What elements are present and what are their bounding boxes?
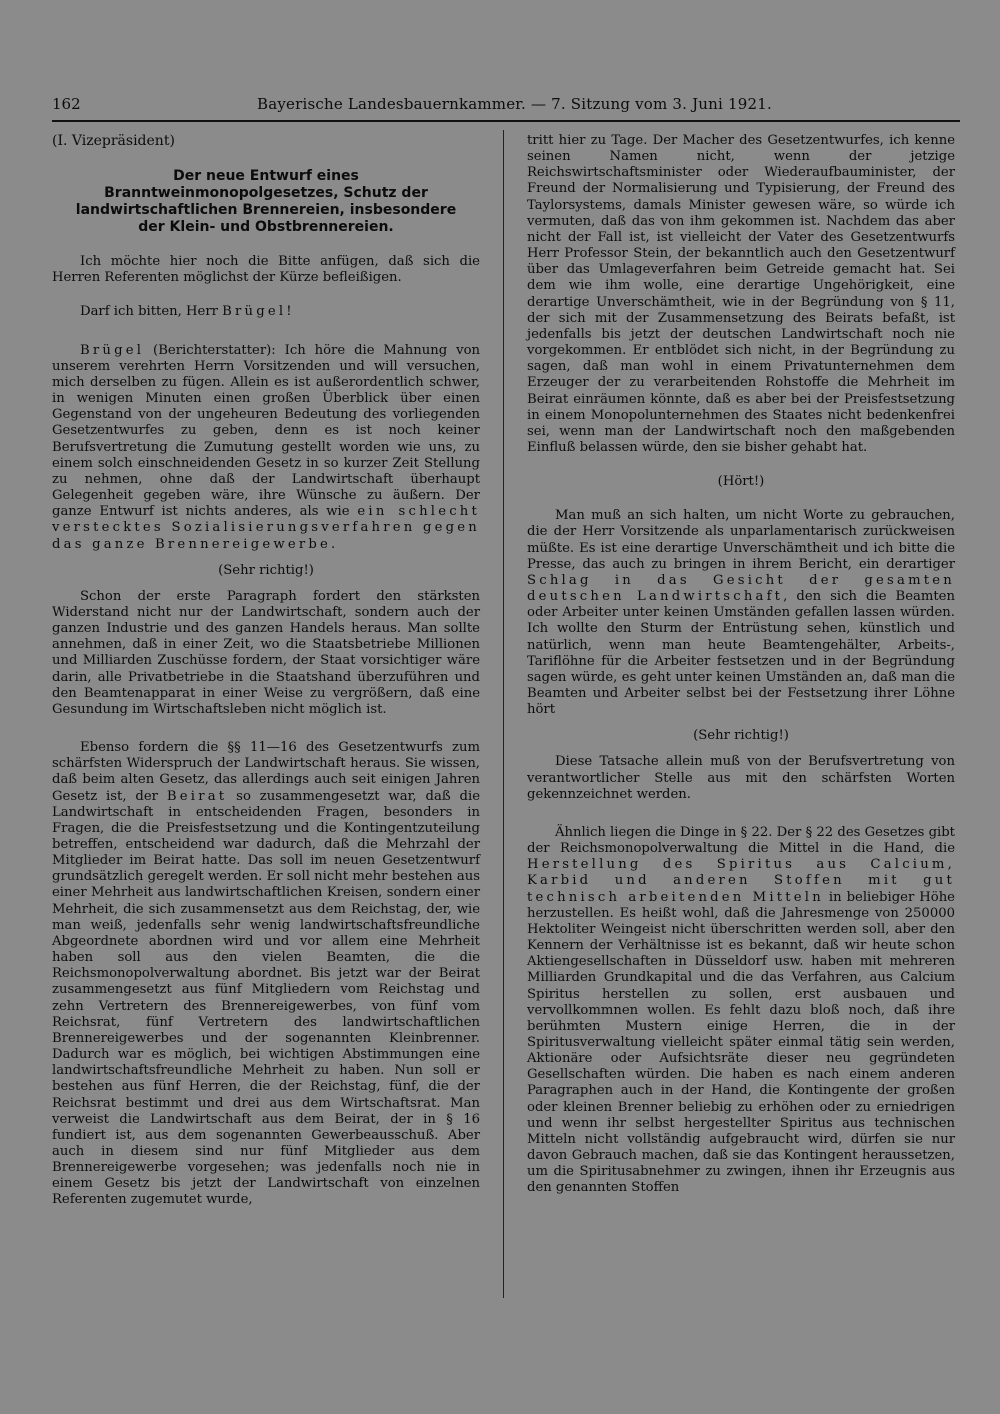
spaced-emphasis: Schlag in das Gesicht der gesamten deutschen Landwirtschaft [527,572,955,605]
paragraph [527,508,955,718]
text-run: in beliebiger Höhe herzustellen. Es heißt wohl, daß die Jahresmenge von 250000 Hektoliter Weingeist nicht überschritten werden soll, aber den Kennern der Verhältnisse ist es bekannt, daß wir heute schon Aktiengesellschaften in Düsseldorf usw. haben mit mehreren Milliarden Grundkapital und die das Verfahren, aus Calcium Spiritus herstellen zu sollen, erst ausbauen und vervollkommnen wollen. Es fehlt dazu bloß noch, daß ihre berühmten Mustern einige Herren, die in der Spiritusverwaltung vielleicht später einmal tätig sein werden, Aktionäre oder Aufsichtsräte dieser neu gegründeten Gesellschaften würden. Die haben es nach einem anderen Paragraphen auch in der Hand, die Kontingente der großen oder kleinen Brenner beliebig zu erhöhen oder zu erniedrigen und wenn ihr selbst hergestellter Spiritus aus technischen Mitteln nicht vollständig aufgebraucht wird, dürfen sie nur davon Gebrauch machen, daß sie das Kontingent heraussetzen, um die Spiritusabnehmer zu zwingen, ihnen ihr Erzeugnis aus den genannten Stoffen [527,889,955,1196]
paragraph: Diese Tatsache allein muß von der Berufsvertretung von verantwortlicher Stelle aus mit den schärfsten Worten gekennzeichnet werden. [527,754,955,802]
interjection: (Sehr richtig!) [218,562,314,578]
speaker-name: Brügel! [222,304,295,320]
spaced-emphasis: ein schlecht verstecktes Sozialisierungsverfahren gegen das ganze Brennereigewerbe. [52,504,480,552]
speaker-name: Brügel [80,342,145,358]
header-rule [52,120,960,122]
spaced-emphasis: Beirat [166,788,228,804]
text-run: Ebenso fordern die §§ 11—16 des Gesetzentwurfs zum schärfsten Widerspruch der Landwirtschaft heraus. Sie wissen, daß beim alten Gesetz, das allerdings auch seit einigen Jahren Gesetz ist, der [52,740,480,804]
speaker-role: (Berichterstatter): [144,342,285,358]
paragraph: tritt hier zu Tage. Der Macher des Gesetzentwurfes, ich kenne seinen Namen nicht, wenn der jetzige Reichswirtschaftsminister oder Wiederaufbauminister, der Freund der Normalisierung und Typisierung, der Freund des Taylorsystems, damals Minister gewesen wäre, so würde ich vermuten, daß das von ihm gekommen ist. Nachdem das aber nicht der Fall ist, ist vielleicht der Vater des Gesetzentwurfs Herr Professor Stein, der bekanntlich auch den Gesetzentwurf über das Umlageverfahren beim Getreide gemacht hat. Sei dem wie ihm wolle, eine derartige Ungehörigkeit, eine derartige Unverschämtheit, wie in der Begründung von § 11, der sich mit der Zusammensetzung des Beirats befaßt, ist jedenfalls bis jetzt der deutschen Landwirtschaft noch nie vorgekommen. Er entblödet sich nicht, in der Begründung zu sagen, daß man wohl in einem Privatunternehmen dem Erzeuger der zu verarbeitenden Rohstoffe die Mehrheit im Beirat einräumen könnte, daß es aber bei der Preisfestsetzung in einem Monopolunternehmen des Staates nicht bedenkenfrei sei, wenn man der Landwirtschaft noch den maßgebenden Einfluß belassen würde, den sie bisher gehabt hat. [527,133,955,455]
paragraph: Ich möchte hier noch die Bitte anfügen, daß sich die Herren Referenten möglichst der Kürze befleißigen. [52,254,480,286]
text-run: Darf ich bitten, Herr [80,304,223,320]
paragraph: Schon der erste Paragraph fordert den stärksten Widerstand nicht nur der Landwirtschaft, sondern auch der ganzen Industrie und des ganzen Handels heraus. Man sollte annehmen, daß in einer Zeit, wo die Staatsbetriebe Millionen und Milliarden Zuschüsse fordern, der Staat vorsichtiger wäre darin, alle Privatbetriebe in die Staatshand überzuführen und den Beamtenapparat in einer Weise zu vergrößern, daß eine Gesundung im Wirtschaftsleben nicht möglich ist. [52,588,480,717]
paragraph [52,304,480,320]
page-header [52,95,960,115]
page-number: 162 [52,95,81,113]
left-column [52,133,480,1209]
text-run: Ich höre die Mahnung von unserem verehrten Herrn Vorsitzenden und will versuchen, mich derselben zu fügen. Allein es ist außerordentlich schwer, in wenigen Minuten einen großen Überblick über einen Gegenstand von der ungeheuren Bedeutung des vorliegenden Gesetzentwurfes zu geben, denn es ist noch keiner Berufsvertretung die Zumutung gestellt worden wie uns, zu einem solch einschneidenden Gesetz in so kurzer Zeit Stellung zu nehmen, ohne daß der Landwirtschaft überhaupt Gelegenheit gegeben wäre, ihre Wünsche zu äußern. Der ganze Entwurf ist nichts anderes, als wie [52,342,480,520]
speech-paragraph [52,343,480,553]
paragraph [527,825,955,1197]
running-title: Bayerische Landesbauernkammer. — 7. Sitzung vom 3. Juni 1921. [257,95,772,113]
right-column [527,133,955,1197]
paragraph [52,740,480,1209]
column-divider [503,130,504,1298]
spaced-emphasis: Herstellung des Spiritus aus Calcium, Karbid und anderen Stoffen mit gut technisch arbeitenden Mitteln [527,857,955,905]
text-run: Ähnlich liegen die Dinge in § 22. Der § 22 des Gesetzes gibt der Reichsmonopolverwaltung die Mittel in die Hand, die [527,824,955,857]
section-heading: Der neue Entwurf eines Branntweinmonopolgesetzes, Schutz der landwirtschaftlichen Brennereien, insbesondere der Klein- und Obstbrennereien. [75,168,457,236]
text-run: Man muß an sich halten, um nicht Worte zu gebrauchen, die der Herr Vorsitzende als unparlamentarisch zurückweisen müßte. Es ist eine derartige Unverschämtheit und ich bitte die Presse, das auch zu bringen in ihrem Bericht, ein derartiger [527,508,955,572]
interjection: (Sehr richtig!) [693,728,789,744]
speaker-note: (I. Vizepräsident) [52,133,175,149]
text-run: so zusammengesetzt war, daß die Landwirtschaft in entscheidenden Fragen, besonders in Fragen, die die Preisfestsetzung und die Kontingentzuteilung betreffen, entscheidend war dadurch, daß die Mehrzahl der Mitglieder im Beirat hatte. Das soll im neuen Gesetzentwurf grundsätzlich geregelt werden. Er soll nicht mehr bestehen aus einer Mehrheit aus landwirtschaftlichen Kreisen, sondern einer Mehrheit, die sich zusammensetzt aus dem Reichstag, der, wie man weiß, jedenfalls sehr wenig landwirtschaftsfreundliche Abgeordnete abordnen wird und vor allem eine Mehrheit haben soll aus den vielen Beamten, die die Reichsmonopolverwaltung abordnet. Bis jetzt war der Beirat zusammengesetzt aus fünf Mitgliedern vom Reichstag und zehn Vertretern des Brennereigewerbes, von fünf vom Reichsrat, fünf Vertretern des landwirtschaftlichen Brennereigewerbes und der sogenannten Kleinbrenner. Dadurch war es möglich, bei wichtigen Abstimmungen eine landwirtschaftsfreundliche Mehrheit zu haben. Nun soll er bestehen aus fünf Herren, die der Reichstag, fünf, die der Reichsrat bestimmt und drei aus dem Wirtschaftsrat. Man verweist die Landwirtschaft aus dem Beirat, der in § 16 fundiert ist, aus dem sogenannten Gewerbeausschuß. Aber auch in diesem sind nur fünf Mitglieder aus dem Brennereigewerbe vorgesehen; was jedenfalls noch nie in einem Gesetz bis jetzt der Landwirtschaft von einzelnen Referenten zugemutet wurde, [52,788,480,1208]
interjection: (Hört!) [717,474,765,490]
text-run: , den sich die Beamten oder Arbeiter unter keinen Umständen gefallen lassen würden. Ich wollte den Sturm der Entrüstung sehen, künstlich und natürlich, wenn man heute Beamtengehälter, Arbeits-, Tariflöhne für die Arbeiter festsetzen und in der Begründung sagen würde, es geht unter keinen Umständen an, daß man die Beamten und Arbeiter selbst bei der Festsetzung ihrer Löhne hört [527,589,955,718]
